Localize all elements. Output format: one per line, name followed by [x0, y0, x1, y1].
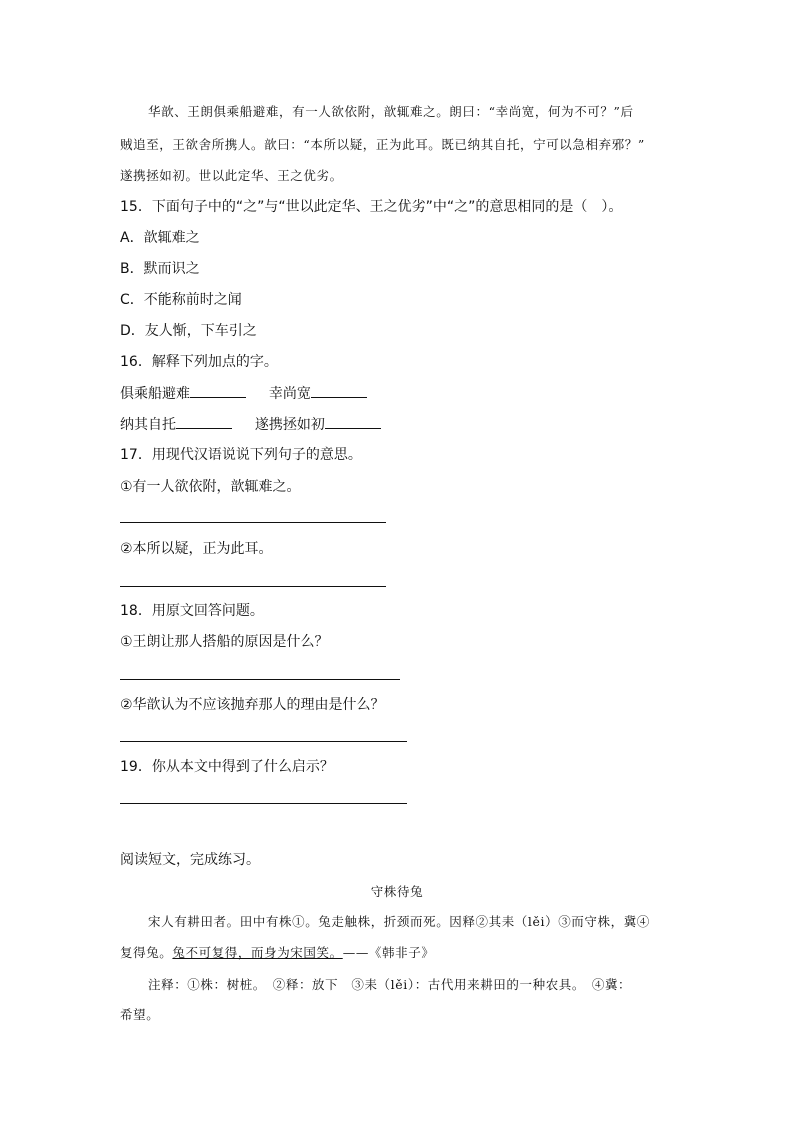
q17-sentence-2: ②本所以疑，正为此耳。: [120, 541, 273, 557]
answer-line[interactable]: [120, 586, 386, 587]
passage-line-2: 贼追至，王欲舍所携人。歆曰：“本所以疑，正为此耳。既已纳其自托，宁可以急相弃邪？”: [120, 137, 645, 152]
q17-sentence-1: ①有一人欲依附，歆辄难之。: [120, 479, 301, 495]
passage-line-3: 遂携拯如初。世以此定华、王之优劣。: [120, 168, 343, 183]
answer-blank[interactable]: [325, 414, 381, 429]
answer-line[interactable]: [120, 741, 407, 742]
question-16-stem: 16．解释下列加点的字。: [120, 354, 278, 370]
reading-title: 守株待兔: [370, 884, 424, 899]
q16-item-1: 俱乘船避难: [120, 386, 190, 402]
option-a: A．歆辄难之: [120, 230, 200, 246]
source-citation: ——《韩非子》: [342, 945, 435, 960]
reading-line-1: 宋人有耕田者。田中有株①。兔走触株，折颈而死。因释②其耒（lěi）③而守株，冀④: [148, 914, 650, 929]
reading-line-2: [120, 943, 434, 963]
option-b: B．默而识之: [120, 261, 200, 277]
question-19-stem: 19．你从本文中得到了什么启示？: [120, 759, 334, 775]
passage-line-1: 华歆、王朗俱乘船避难，有一人欲依附，歆辄难之。朗曰：“幸尚宽，何为不可？”后: [148, 104, 634, 119]
q18-question-1: ①王朗让那人搭船的原因是什么？: [120, 634, 329, 650]
reading-intro: 阅读短文，完成练习。: [120, 852, 260, 868]
answer-blank[interactable]: [190, 383, 246, 398]
reading-line-2-text: 复得兔。: [120, 945, 173, 960]
question-17-stem: 17．用现代汉语说说下列句子的意思。: [120, 447, 362, 463]
question-18-stem: 18．用原文回答问题。: [120, 603, 264, 619]
q18-question-2: ②华歆认为不应该抛弃那人的理由是什么？: [120, 697, 385, 713]
option-d: D．友人惭，下车引之: [120, 323, 257, 339]
answer-blank[interactable]: [311, 383, 367, 398]
annotation-line-2: 希望。: [120, 1007, 160, 1022]
underlined-sentence: 兔不可复得，而身为宋国笑。: [172, 945, 343, 960]
answer-line[interactable]: [120, 679, 400, 680]
question-16-row-1: [120, 383, 367, 404]
answer-blank[interactable]: [176, 414, 232, 429]
q16-item-2: 幸尚宽: [268, 386, 311, 402]
q16-item-4: 遂携拯如初: [254, 417, 325, 433]
option-c: C．不能称前时之闻: [120, 292, 242, 308]
answer-line[interactable]: [120, 803, 407, 804]
question-15-stem: 15．下面句子中的“之”与“世以此定华、王之优劣”中“之”的意思相同的是（ ）。: [120, 199, 623, 215]
answer-line[interactable]: [120, 522, 386, 523]
q16-item-3: 纳其自托: [120, 417, 176, 433]
question-16-row-2: [120, 414, 381, 435]
annotation-line-1: 注释：①株：树桩。 ②释：放下 ③耒（lěi）：古代用来耕田的一种农具。 ④冀：: [148, 977, 632, 992]
